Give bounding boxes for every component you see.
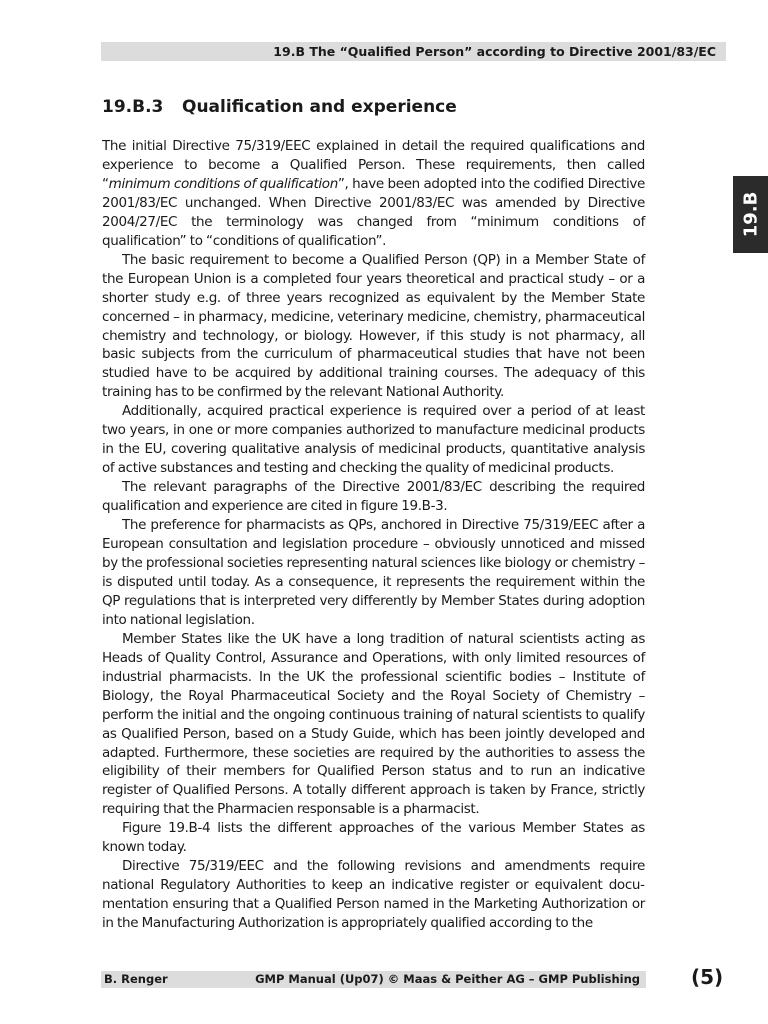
running-header: 19.B The “Qualified Person” according to Directive 2001/83/EC: [101, 42, 726, 61]
paragraph-7: Figure 19.B-4 lists the different approaches of the various Member States as known today.: [102, 820, 645, 856]
paragraph-5: The preference for pharmacists as QPs, anchored in Directive 75/319/EEC after a European consultation and legislation procedure – obviously unnoticed and missed by the professional societies representing natural sciences like biology or chemistry – is disputed until today. As a consequence, it represents the requirement within the QP regulations that is interpreted very differently by Member States during adoption into national legislation.: [102, 517, 645, 628]
paragraph-6: Member States like the UK have a long tradition of natural scientists acting as Heads of Quality Control, Assurance and Operations, with only limited resources of industrial pharmacists. In the UK the professional scientific bodies – Institute of Biology, the Royal Pharmaceutical Society and the Royal Society of Chemistry – perform the initial and the ongoing continuous training of natural scientists to qualify as Qualified Person, based on a Study Guide, which has been jointly developed and adapted. Furthermore, these societies are required by the authorities to assess the eligibility of their members for Qualified Person status and to run an indicative register of Qualified Persons. A totally different approach is taken by France, strictly requiring that the Pharmacien responsable is a pharmacist.: [102, 630, 645, 818]
footer-author: B. Renger: [104, 972, 168, 986]
emphasized-term: minimum conditions of qualification: [108, 175, 338, 192]
section-number: 19.B.3: [102, 97, 164, 117]
paragraph-4: The relevant paragraphs of the Directive 2001/83/EC describing the required qualification and experience are cited in figure 19.B-3.: [102, 479, 645, 515]
paragraph-3: Additionally, acquired practical experience is required over a period of at least two years, in one or more companies authorized to manufacture medicinal products in the EU, covering qualitative analysis of medicinal products, quantitative analysis of active substances and testing and checking the quality of medicinal products.: [102, 403, 645, 477]
footer-publisher: GMP Manual (Up07) © Maas & Peither AG – GMP Publishing: [255, 972, 640, 986]
paragraph-1: [102, 137, 645, 251]
footer-bar: [101, 971, 646, 988]
paragraph-2: The basic requirement to become a Qualified Person (QP) in a Member State of the European Union is a completed four years theoretical and practical study – or a shorter study e.g. of three years recognized as equivalent by the Member State concerned – in pharmacy, medicine, veterinary medicine, chemistry, pharmaceutical chemistry and technology, or biology. However, if this study is not pharmacy, all basic subjects from the curriculum of pharmaceutical studies that have not been studied have to be acquired by additional training courses. The adequacy of this training has to be confirmed by the relevant National Authority.: [102, 251, 645, 401]
section-heading: [102, 96, 457, 118]
chapter-tab-label: 19.B: [740, 191, 762, 238]
chapter-side-tab: [733, 176, 768, 253]
section-title: Qualification and experience: [182, 97, 457, 117]
paragraph-8: Directive 75/319/EEC and the following revisions and amendments require national Regulatory Authorities to keep an indicative register or equivalent documentation ensuring that a Qualified Person named in the Marketing Authorization or in the Manufacturing Authorization is appropriately qualified according to the: [102, 858, 645, 932]
paragraph-1-end: ”, have been adopted into the codified Directive 2001/83/EC unchanged. When Directive 2001/83/EC was amended by Directive 2004/27/EC the terminology was changed from “minimum conditions of qualification” to “conditions of qualification”.: [102, 175, 645, 249]
page-number: (5): [691, 965, 724, 989]
paragraph-1-start: The initial Directive 75/319/EEC explained in detail the required qualifications and experience to become a Qualified Person. These requirements, then called “: [102, 138, 645, 192]
body-text: [102, 137, 645, 933]
